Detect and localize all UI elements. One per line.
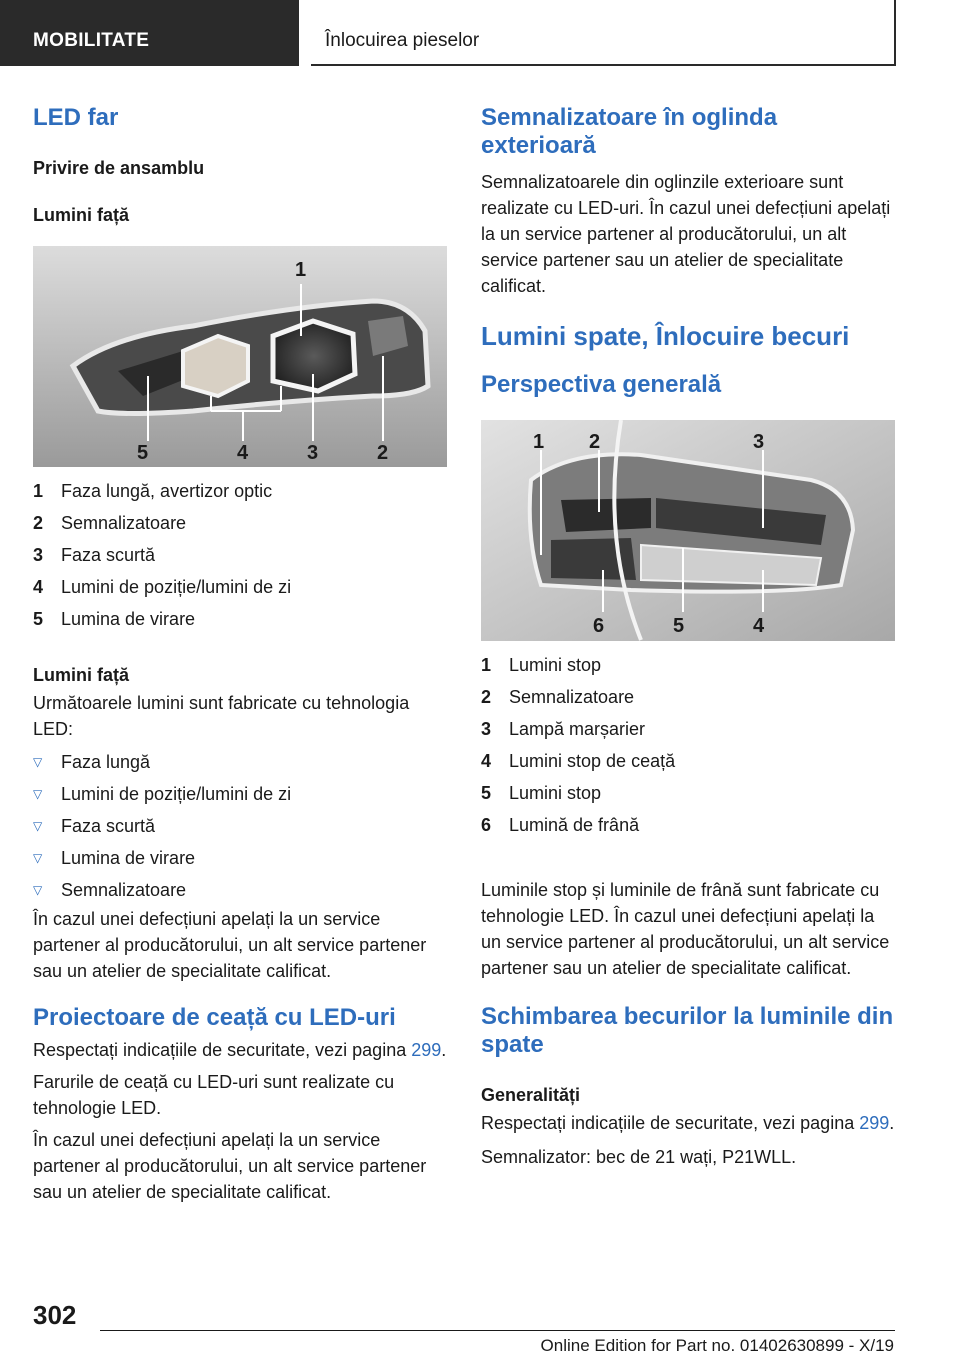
triangle-bullet-icon: ▽ [33,755,43,770]
fig1-label-1: 1 [295,259,307,282]
right-column [481,100,896,1170]
heading-perspective: Perspectiva generală [481,371,722,399]
page-link[interactable]: 299 [859,1113,890,1134]
fig1-label-5: 5 [137,442,149,465]
page-link[interactable]: 299 [411,1039,442,1060]
heading-led-far: LED far [33,104,119,131]
chapter-title: Înlocuirea pieselor [311,0,896,66]
triangle-bullet-icon: ▽ [33,819,43,834]
paragraph-brake-lights: Luminile stop și luminile de frână sunt fabricate cu tehnologie LED. În cazul unei defecțiuni apelați la un service partener al producătorului, un alt service partener sau un atelier de specialitate calificat. [481,879,890,978]
subheading-front-lights-2: Lumini față [33,665,130,686]
list-item: 3 Faza scurtă [33,545,156,566]
led-lights-list [33,746,451,906]
heading-change-bulbs: Schimbarea becurilor la luminile din spate [481,1002,894,1058]
taillight-upper-strip [561,498,651,532]
section-title: MOBILITATE [0,0,299,66]
fig2-label-1: 1 [533,430,545,453]
list-item: ▽ Faza scurtă [33,810,451,842]
list-item: 4 Lumini stop de ceață [481,750,676,771]
fig2-label-2: 2 [589,430,601,453]
paragraph-led-lights: Următoarele lumini sunt fabricate cu tehnologia LED: [33,693,410,740]
paragraph-safety-note-2: Respectați indicațiile de securitate, vezi pagina 299. [481,1113,895,1134]
subheading-overview: Privire de ansamblu [33,158,205,179]
list-item: 1 Faza lungă, avertizor optic [33,481,273,502]
triangle-bullet-icon: ▽ [33,851,43,866]
paragraph-safety-note: Respectați indicațiile de securitate, vezi pagina 299. [33,1039,447,1060]
fig1-label-3: 3 [307,442,319,465]
list-item: 2 Semnalizatoare [481,686,635,707]
list-item: 3 Lampă marșarier [481,718,646,739]
heading-mirror-signals: Semnalizatoare în oglinda exterioară [481,104,778,160]
edition-note: Online Edition for Part no. 01402630899 - X/19 [540,1336,894,1355]
paragraph-fog: Farurile de ceață cu LED-uri sunt realizate cu tehnologie LED. [33,1071,395,1118]
list-item: ▽ Faza lungă [33,746,451,778]
paragraph-defect: În cazul unei defecțiuni apelați la un service partener al producătorului, un alt service partener sau un atelier de specialitate calificat. [33,909,427,982]
triangle-bullet-icon: ▽ [33,883,43,898]
fig2-label-5: 5 [673,614,685,637]
list-item: 2 Semnalizatoare [33,513,187,534]
list-item: ▽ Lumini de poziție/lumini de zi [33,778,451,810]
paragraph-signal-bulb: Semnalizator: bec de 21 wați, P21WLL. [481,1147,797,1168]
list-item: 5 Lumina de virare [33,609,196,630]
page-header [0,0,960,66]
fig1-label-4: 4 [237,442,249,465]
paragraph-mirror: Semnalizatoarele din oglinzile exterioare sunt realizate cu LED-uri. În cazul unei defecțiuni apelați la un service partener al producătorului, un alt service partener sau un atelier de specialitate calificat. [481,171,891,296]
taillight-figure [481,420,895,641]
taillight-legend [481,649,896,841]
list-item: ▽ Semnalizatoare [33,874,451,906]
list-item: 6 Lumină de frână [481,814,640,835]
list-item: 5 Lumini stop [481,782,602,803]
list-item: ▽ Lumina de virare [33,842,451,874]
heading-rear-lights: Lumini spate, Înlocuire becuri [481,320,850,351]
fig1-label-2: 2 [377,442,389,465]
subheading-general: Generalități [481,1085,581,1106]
subheading-front-lights: Lumini față [33,205,130,226]
list-item: 1 Lumini stop [481,654,602,675]
headlight-hexagon-inner [183,336,248,396]
fig2-label-3: 3 [753,430,765,453]
headlight-figure [33,246,447,467]
list-item: 4 Lumini de poziție/lumini de zi [33,577,292,598]
page-number: 302 [33,1300,77,1330]
heading-fog-lights: Proiectoare de ceață cu LED-uri [33,1004,396,1032]
fig2-label-6: 6 [593,614,605,637]
left-column [33,100,451,1205]
headlight-legend [33,475,451,635]
footer-divider [100,1330,895,1331]
triangle-bullet-icon: ▽ [33,787,43,802]
fig2-label-4: 4 [753,614,765,637]
paragraph-defect-2: În cazul unei defecțiuni apelați la un service partener al producătorului, un alt service partener sau un atelier de specialitate calificat. [33,1129,427,1202]
